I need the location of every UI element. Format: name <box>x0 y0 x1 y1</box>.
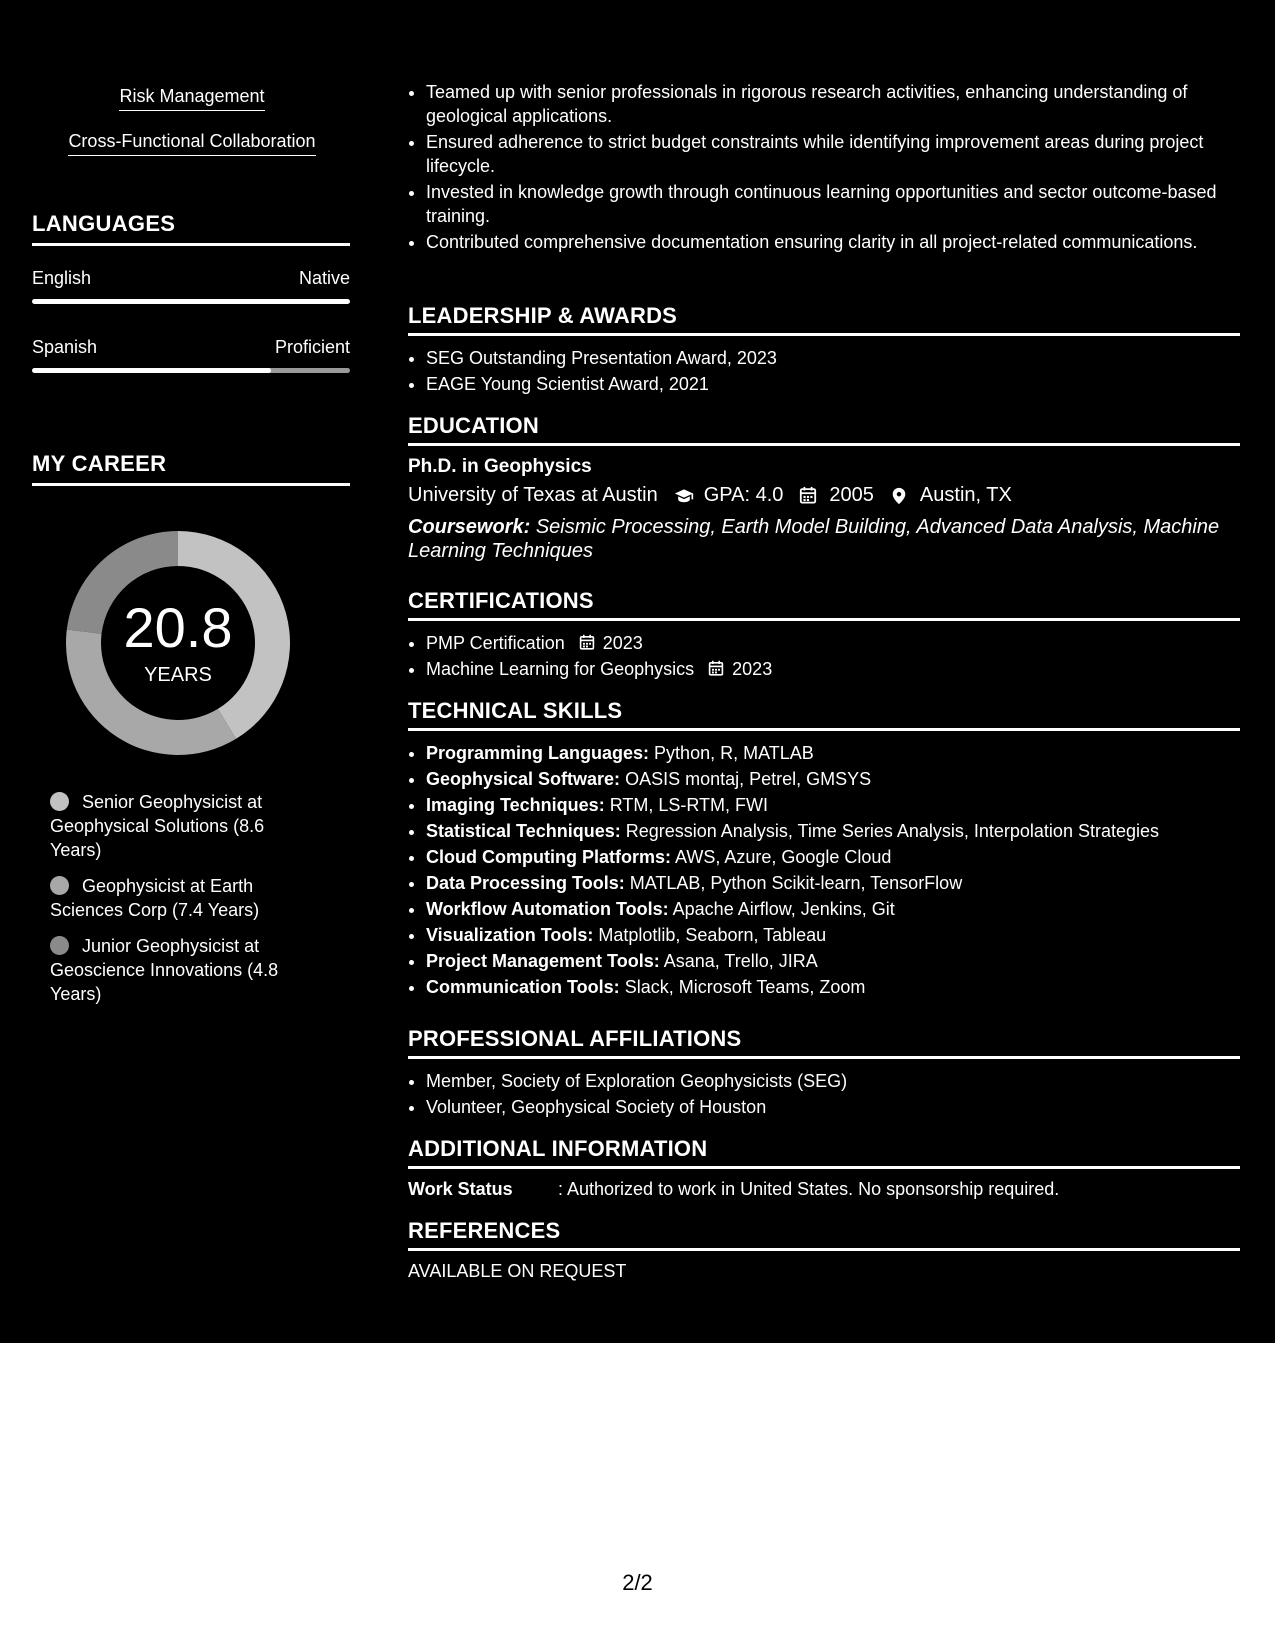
list-item: • Volunteer, Geophysical Society of Houston <box>426 1095 1240 1119</box>
career-heading: MY CAREER <box>32 451 350 486</box>
graduation-year: 2005 <box>829 484 874 506</box>
work-status-row <box>408 1179 1240 1200</box>
calendar-icon <box>708 660 726 678</box>
career-total-unit: YEARS <box>144 664 212 686</box>
section-heading: ADDITIONAL INFORMATION <box>408 1136 1240 1169</box>
language-row <box>32 337 350 358</box>
list-item: • Imaging Techniques: RTM, LS-RTM, FWI <box>426 793 1240 817</box>
list-item: • Contributed comprehensive documentation ensuring clarity in all project-related communications. <box>426 230 1258 254</box>
legend-dot-icon <box>50 936 69 955</box>
career-total-value: 20.8 <box>123 596 233 659</box>
section-heading: CERTIFICATIONS <box>408 588 1240 621</box>
section-heading: PROFESSIONAL AFFILIATIONS <box>408 1026 1240 1059</box>
section-heading: TECHNICAL SKILLS <box>408 698 1240 731</box>
list-item: • Member, Society of Exploration Geophysicists (SEG) <box>426 1069 1240 1093</box>
language-name: Spanish <box>32 337 98 357</box>
career-legend-item: Junior Geophysicist at Geoscience Innovations (4.8 Years) <box>50 936 279 1004</box>
list-item: • Geophysical Software: OASIS montaj, Petrel, GMSYS <box>426 767 1240 791</box>
school-name: University of Texas at Austin <box>408 484 658 506</box>
list-item: • Cloud Computing Platforms: AWS, Azure, Google Cloud <box>426 845 1240 869</box>
language-row <box>32 268 350 289</box>
career-legend-item: Senior Geophysicist at Geophysical Solutions (8.6 Years) <box>50 792 265 860</box>
list-item: • Data Processing Tools: MATLAB, Python Scikit-learn, TensorFlow <box>426 871 1240 895</box>
map-pin-icon <box>890 486 910 506</box>
work-status-label: Work Status <box>408 1179 513 1199</box>
language-proficiency-fill <box>32 368 271 373</box>
legend-dot-icon <box>50 792 69 811</box>
career-legend-item: Geophysicist at Earth Sciences Corp (7.4 Years) <box>50 876 260 920</box>
coursework: Coursework: Seismic Processing, Earth Model Building, Advanced Data Analysis, Machine Learning Techniques <box>408 516 1220 562</box>
list-item: • Communication Tools: Slack, Microsoft Teams, Zoom <box>426 975 1240 999</box>
work-status-value: : Authorized to work in United States. No sponsorship required. <box>558 1179 1060 1199</box>
calendar-icon <box>799 486 819 506</box>
experience-bullets <box>408 80 1258 256</box>
degree-title: Ph.D. in Geophysics <box>408 456 592 477</box>
awards-section <box>408 303 1240 398</box>
references-text: AVAILABLE ON REQUEST <box>408 1261 627 1281</box>
affiliations-section <box>408 1026 1240 1121</box>
additional-info-section <box>408 1136 1240 1200</box>
calendar-icon <box>579 634 597 652</box>
certifications-section <box>408 588 1240 683</box>
list-item: • Visualization Tools: Matplotlib, Seaborn, Tableau <box>426 923 1240 947</box>
language-proficiency-fill <box>32 299 350 304</box>
page-number: 2/2 <box>622 1570 653 1595</box>
language-proficiency-bar <box>32 368 350 373</box>
list-item: • Project Management Tools: Asana, Trello, JIRA <box>426 949 1240 973</box>
section-heading: EDUCATION <box>408 413 1240 446</box>
location: Austin, TX <box>919 484 1012 506</box>
list-item: • Programming Languages: Python, R, MATLAB <box>426 741 1240 765</box>
list-item: • Teamed up with senior professionals in rigorous research activities, enhancing understanding of geological applications. <box>426 80 1258 128</box>
graduation-cap-icon <box>674 486 694 506</box>
skill-tag: Risk Management <box>32 86 352 111</box>
list-item: • Statistical Techniques: Regression Analysis, Time Series Analysis, Interpolation Strategies <box>426 819 1240 843</box>
list-item: • Machine Learning for Geophysics 2023 <box>426 657 1240 681</box>
language-name: English <box>32 268 92 288</box>
career-legend <box>50 790 320 1018</box>
references-section <box>408 1218 1240 1282</box>
languages-heading: LANGUAGES <box>32 211 350 246</box>
education-details <box>408 484 1240 507</box>
list-item: • Workflow Automation Tools: Apache Airflow, Jenkins, Git <box>426 897 1240 921</box>
language-proficiency-bar <box>32 299 350 304</box>
list-item: • Invested in knowledge growth through continuous learning opportunities and sector outcome-based training. <box>426 180 1258 228</box>
section-heading: LEADERSHIP & AWARDS <box>408 303 1240 336</box>
list-item: • SEG Outstanding Presentation Award, 2023 <box>426 346 1240 370</box>
education-section <box>408 413 1240 563</box>
list-item: • EAGE Young Scientist Award, 2021 <box>426 372 1240 396</box>
gpa: GPA: 4.0 <box>703 484 784 506</box>
technical-skills-section <box>408 698 1240 1001</box>
section-heading: REFERENCES <box>408 1218 1240 1251</box>
skill-tag: Cross-Functional Collaboration <box>32 131 352 156</box>
language-level: Proficient <box>274 337 350 357</box>
legend-dot-icon <box>50 876 69 895</box>
list-item: • Ensured adherence to strict budget constraints while identifying improvement areas during project lifecycle. <box>426 130 1258 178</box>
language-level: Native <box>298 268 350 288</box>
list-item: • PMP Certification 2023 <box>426 631 1240 655</box>
